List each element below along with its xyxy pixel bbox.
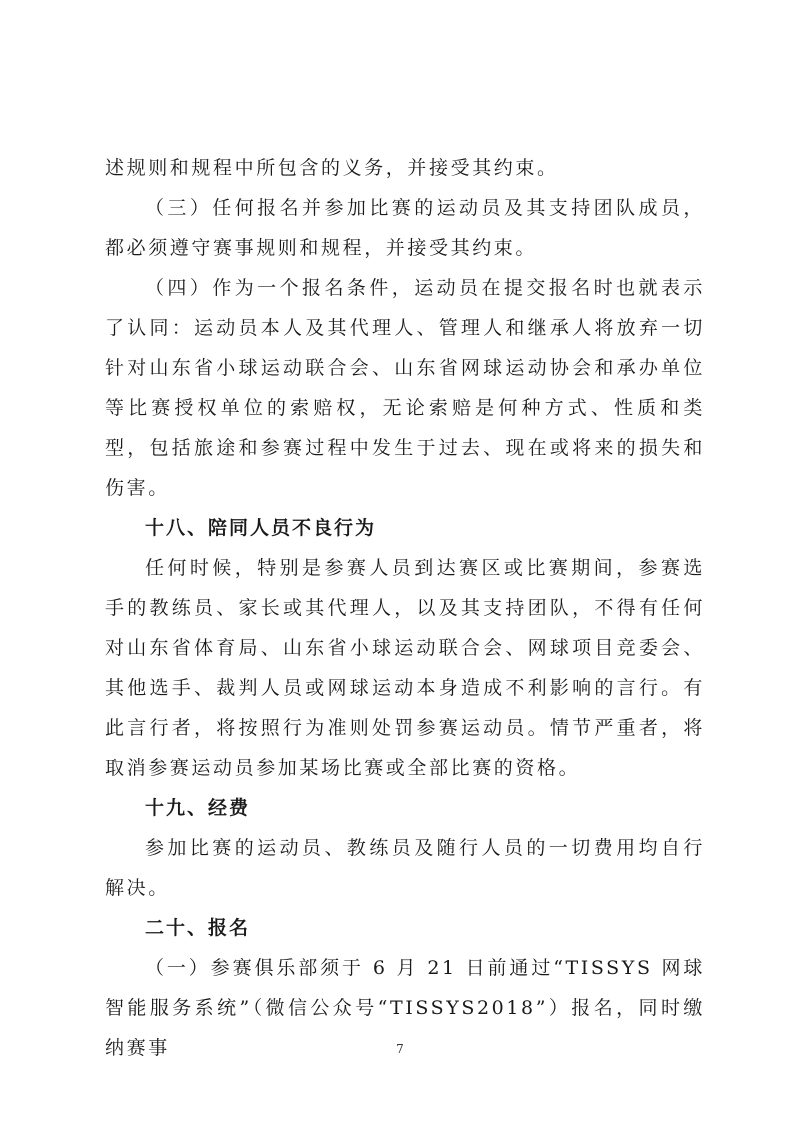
paragraph-obligation-continuation: 述规则和规程中所包含的义务，并接受其约束。 <box>105 157 559 179</box>
document-body <box>105 148 705 1068</box>
section-heading-19: 十九、经费 <box>145 797 251 819</box>
section-heading-18: 十八、陪同人员不良行为 <box>145 517 377 539</box>
paragraph-expenses: 参加比赛的运动员、教练员及随行人员的一切费用均自行解决。 <box>105 837 705 899</box>
paragraph-registration-1: （一）参赛俱乐部须于 6 月 21 日前通过“TISSYS 网球智能服务系统”（微信公众号“TISSYS2018”）报名，同时缴纳赛事 <box>105 957 705 1059</box>
section-heading-20: 二十、报名 <box>145 917 251 939</box>
page-number: 7 <box>396 1042 404 1056</box>
paragraph-misconduct: 任何时候，特别是参赛人员到达赛区或比赛期间，参赛选手的教练员、家长或其代理人，以及其支持团队，不得有任何对山东省体育局、山东省小球运动联合会、网球项目竞委会、其他选手、裁判人员或网球运动本身造成不利影响的言行。有此言行者，将按照行为准则处罚参赛运动员。情节严重者，将取消参赛运动员参加某场比赛或全部比赛的资格。 <box>105 557 705 779</box>
paragraph-item-3: （三）任何报名并参加比赛的运动员及其支持团队成员，都必须遵守赛事规则和规程，并接受其约束。 <box>105 197 705 259</box>
paragraph-item-4: （四）作为一个报名条件，运动员在提交报名时也就表示了认同：运动员本人及其代理人、管理人和继承人将放弃一切针对山东省小球运动联合会、山东省网球运动协会和承办单位等比赛授权单位的索赔权，无论索赔是何种方式、性质和类型，包括旅途和参赛过程中发生于过去、现在或将来的损失和伤害。 <box>105 277 705 499</box>
